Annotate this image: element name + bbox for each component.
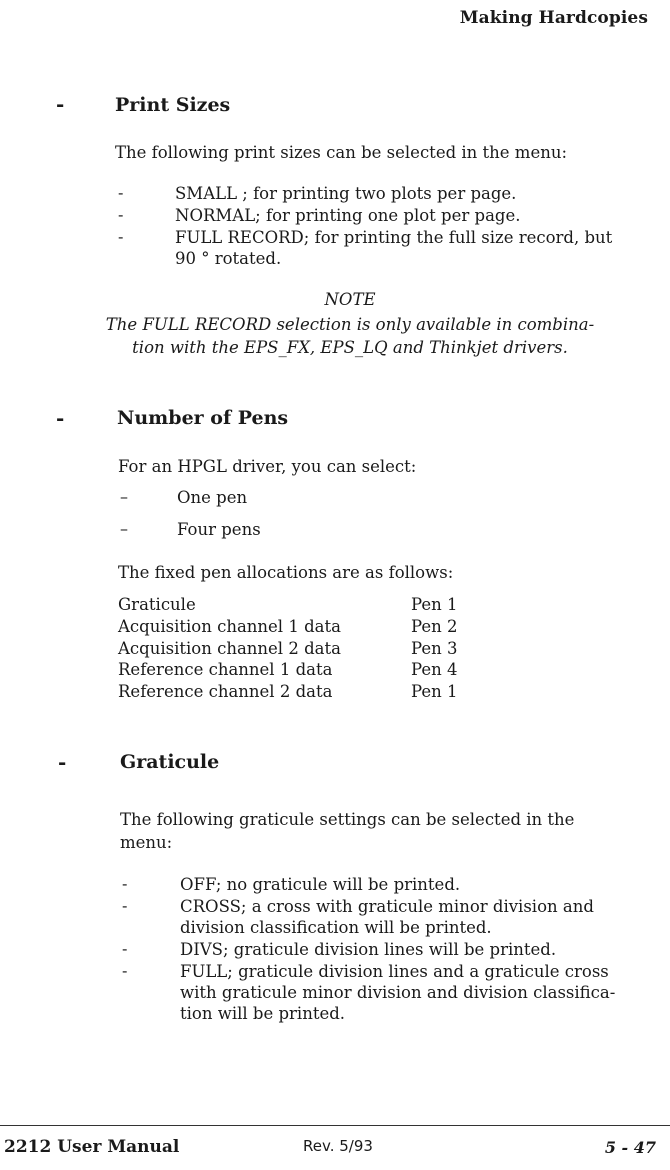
pen-allocation-value: Pen 1: [411, 595, 458, 614]
pen-allocation-label: Acquisition channel 1 data: [118, 617, 341, 636]
list-item: Four pens: [177, 520, 261, 539]
pen-allocation-value: Pen 1: [411, 682, 458, 701]
list-item: FULL; graticule division lines and a graticule cross with graticule minor division and division classifica-tion will be printed.: [180, 962, 616, 1023]
list-dash: –: [120, 487, 128, 506]
footer-revision: Rev. 5/93: [303, 1137, 373, 1155]
section-bullet: -: [58, 750, 67, 774]
list-item: FULL RECORD; for printing the full size record, but 90 ° rotated.: [175, 228, 613, 268]
list-item: NORMAL; for printing one plot per page.: [175, 206, 521, 225]
pen-allocation-label: Graticule: [118, 595, 196, 614]
list-item: CROSS; a cross with graticule minor division and division classification will be printed.: [180, 897, 594, 937]
pen-allocation-value: Pen 2: [411, 617, 458, 636]
note-line: The FULL RECORD selection is only available in combina-: [105, 315, 595, 334]
list-item: SMALL ; for printing two plots per page.: [175, 184, 517, 203]
list-dash: -: [118, 183, 124, 202]
list-dash: -: [118, 227, 124, 246]
section-title-print-sizes: Print Sizes: [115, 94, 231, 116]
list-dash: -: [122, 896, 128, 915]
list-item: One pen: [177, 488, 248, 507]
section-bullet: -: [56, 92, 65, 116]
list-dash: -: [122, 874, 128, 893]
section-title-number-of-pens: Number of Pens: [117, 407, 289, 429]
footer-page-number: 5 - 47: [604, 1138, 656, 1157]
pen-allocation-label: Reference channel 2 data: [118, 682, 333, 701]
list-dash: –: [120, 519, 128, 538]
note-line: tion with the EPS_FX, EPS_LQ and Thinkjet drivers.: [132, 338, 568, 357]
pen-allocation-label: Reference channel 1 data: [118, 660, 333, 679]
allocation-intro: The fixed pen allocations are as follows:: [118, 563, 454, 582]
list-item: OFF; no graticule will be printed.: [180, 875, 461, 894]
section-intro: The following graticule settings can be selected in the: [120, 810, 575, 829]
section-intro: menu:: [120, 833, 173, 852]
pen-allocation-value: Pen 4: [411, 660, 458, 679]
list-item: DIVS; graticule division lines will be printed.: [180, 940, 557, 959]
list-dash: -: [122, 961, 128, 980]
list-dash: -: [122, 939, 128, 958]
note-title: NOTE: [324, 290, 376, 309]
pen-allocation-value: Pen 3: [411, 639, 458, 658]
running-head: Making Hardcopies: [459, 8, 648, 28]
list-dash: -: [118, 205, 124, 224]
section-intro: The following print sizes can be selected in the menu:: [115, 143, 568, 162]
section-title-graticule: Graticule: [120, 751, 220, 773]
footer-manual-title: 2212 User Manual: [4, 1137, 180, 1157]
pen-allocation-label: Acquisition channel 2 data: [118, 639, 341, 658]
section-bullet: -: [56, 406, 65, 430]
section-intro: For an HPGL driver, you can select:: [118, 457, 417, 476]
footer-rule: [0, 1125, 670, 1126]
